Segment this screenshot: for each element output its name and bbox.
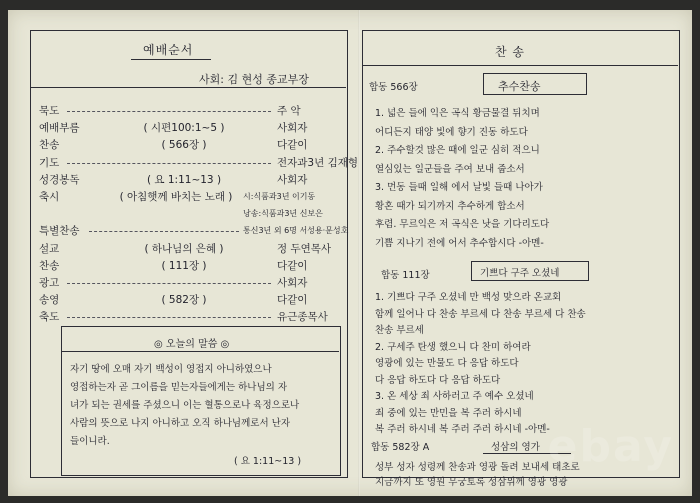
order-row [39,275,339,291]
lyric-line: 어디든지 태양 빛에 향기 진동 하도다 [375,126,528,138]
order-item-leader: 시:식품과3년 이기동 [243,192,316,201]
leader-dots [67,163,271,164]
order-row [39,155,359,171]
order-row [39,223,349,239]
header-divider [31,87,346,88]
order-row [39,241,339,257]
order-item-leader: 전자과3년 김재형 [277,156,359,169]
order-item-leader: 정 두연목사 [277,242,332,255]
leader-dots [67,111,271,112]
verse-line: 들이니라. [70,436,110,447]
lyric-line: 1. 기쁘다 구주 오셨네 만 백성 맞으라 온교회 [375,292,562,303]
order-row [39,292,339,308]
order-item-detail: ( 하나님의 은혜 ) [144,242,224,255]
order-row [39,172,339,188]
order-item-leader: 다같이 [277,294,308,307]
verse-line: 녀가 되는 권세를 주셨으니 이는 혈통으로나 육정으로나 [70,400,300,411]
leader-dots [67,283,271,284]
today-word-divider [62,351,339,352]
lyric-line: 1. 넓은 들에 익은 곡식 황금물결 뒤치며 [375,108,540,119]
order-item-label: 송영 [39,294,60,307]
order-item-label: 기도 [39,156,60,169]
lyric-line: 열심있는 일군들을 주여 보내 줍소서 [375,163,525,175]
lyric-line: 함께 일어나 다 찬송 부르세 다 찬송 부르세 다 찬송 [375,308,586,320]
order-item-label: 축도 [39,311,60,324]
order-item-leader: 통신3년 외 6명 서성용·문성호 [243,226,349,236]
lyric-line: 2. 주수할것 많은 때에 일군 심히 적으니 [375,145,540,156]
order-row [39,120,339,136]
order-item-leader: 낭송:식품과3년 신보은 [243,209,323,219]
presider-line: 사회: 김 현성 종교부장 [199,73,309,86]
hymn2-title-box [471,261,589,281]
hymns-title: 찬 송 [495,45,525,59]
verse-line: 자기 땅에 오매 자기 백성이 영접지 아니하였으나 [70,364,272,375]
hymns-header-divider [363,65,678,66]
lyric-line: 3. 온 세상 죄 사하러고 주 예수 오셨네 [375,391,534,402]
order-item-detail: ( 아침햇께 바치는 노래 ) [119,191,233,203]
order-item-detail: ( 시편100:1~5 ) [143,122,225,135]
hymn2-title: 기쁘다 구주 오셨네 [480,268,560,279]
order-of-worship-title: 예배순서 [143,43,194,57]
order-item-detail: ( 566장 ) [161,139,207,152]
verse-line: 사람의 뜻으로 나지 아니하고 오직 하나님께로서 난자 [70,418,291,429]
order-item-label: 묵도 [39,105,60,117]
verse-reference: ( 요 1:11~13 ) [234,456,302,467]
order-item-leader: 사회자 [277,277,308,289]
lyric-line: 황혼 때가 되기까지 추수하게 합소서 [375,200,525,212]
order-item-label: 찬송 [39,259,60,272]
lyric-line: 2. 구세주 탄생 했으니 다 찬미 하여라 [375,341,531,353]
order-of-worship-panel [30,30,359,478]
order-row [39,103,339,119]
hymn3-number: 합동 582장 A [371,442,430,453]
verse-line: 영접하는자 곧 그이름을 믿는자들에게는 하나님의 자 [70,382,287,393]
today-word-title: ◎ 오늘의 말씀 ◎ [154,339,230,350]
order-item-detail: ( 요 1:11~13 ) [146,173,222,186]
order-item-label: 성경봉독 [39,173,80,186]
hymn1-title-box [483,73,587,95]
order-item-label: 설교 [39,242,60,255]
hymn2-number: 합동 111장 [381,270,430,281]
today-word-box [61,326,341,476]
order-item-leader: 사회자 [277,173,308,186]
lyric-line: 기쁨 지나기 전에 어서 추수합시다 -아멘- [375,237,544,249]
lyric-line: 찬송 부르세 [375,325,424,336]
hymns-panel [362,30,680,488]
watermark-text: ebay [547,421,674,472]
lyric-line: 죄 중에 있는 만민을 복 주러 하시네 [375,407,522,419]
order-row [39,189,339,205]
hymn1-number: 합동 566장 [369,82,418,93]
center-fold [358,10,360,496]
order-item-detail: ( 582장 ) [161,294,207,307]
order-item-label: 예배부름 [39,122,80,135]
order-item-label: 찬송 [39,139,60,152]
lyric-line: 지금까지 또 영원 무궁토록 성삼위께 영광 영광 [375,477,568,488]
order-item-leader: 유근종목사 [277,311,328,324]
order-row [39,206,339,222]
leader-dots [67,317,271,318]
order-item-leader: 다같이 [277,259,308,272]
order-item-leader: 다같이 [277,139,308,152]
lyric-line: 성부 성자 성령께 찬송과 영광 돌려 보내세 태초로 [375,462,580,473]
order-item-label: 특별찬송 [39,225,80,238]
order-item-detail: ( 111장 ) [161,259,207,272]
order-row [39,137,339,153]
order-item-leader: 사회자 [277,122,308,135]
leader-dots [89,231,239,232]
order-row [39,309,339,325]
title-underline [131,59,211,60]
lyric-line: 후렴. 무르익은 저 곡식은 낫을 기다리도다 [375,219,550,230]
hymn3-title: 성삼의 영가 [491,442,540,453]
order-item-label: 축시 [39,191,60,203]
lyric-line: 영광에 있는 만물도 다 응답 하도다 [375,358,519,369]
order-row [39,258,339,274]
lyric-line: 복 주러 하시네 복 주러 주러 하시네 -아멘- [375,424,550,435]
order-item-label: 광고 [39,277,60,289]
hymn1-title: 추수찬송 [498,80,541,93]
lyric-line: 다 응답 하도다 다 응답 하도다 [375,374,501,386]
program-sheet [8,10,692,496]
order-item-leader: 주 악 [277,105,301,117]
lyric-line: 3. 먼동 들때 일해 에서 날빛 들때 나아가 [375,182,543,193]
